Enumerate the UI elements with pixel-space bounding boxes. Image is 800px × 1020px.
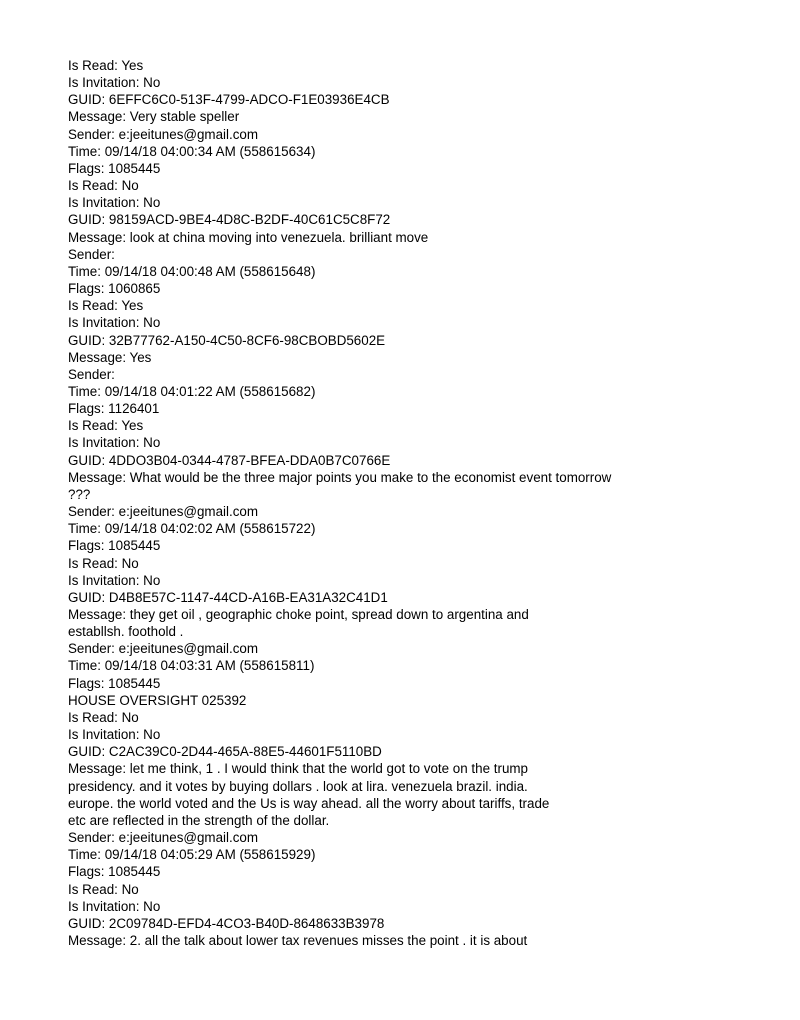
document-line: Flags: 1060865 [68, 281, 161, 297]
document-line: GUID: 2C09784D-EFD4-4CO3-B40D-8648633B3978 [68, 915, 385, 931]
document-line: Flags: 1126401 [68, 401, 160, 417]
document-line: Message: Very stable speller [68, 109, 240, 125]
document-line: Is Read: Yes [68, 418, 144, 434]
document-line: GUID: 32B77762-A150-4C50-8CF6-98CBOBD5602E [68, 332, 386, 348]
document-line: Is Read: No [68, 555, 139, 571]
document-line: Time: 09/14/18 04:02:02 AM (558615722) [68, 521, 316, 537]
document-line: Flags: 1085445 [68, 538, 161, 554]
document-line: Message: Yes [68, 349, 152, 365]
document-line: Time: 09/14/18 04:00:48 AM (558615648) [68, 263, 316, 279]
document-body [68, 57, 768, 949]
document-line: Is Invitation: No [68, 727, 161, 743]
document-line: Message: What would be the three major points you make to the economist event tomorrow [68, 469, 612, 485]
document-line: GUID: D4B8E57C-1147-44CD-A16B-EA31A32C41D1 [68, 589, 388, 605]
document-line: Is Invitation: No [68, 435, 161, 451]
document-line: HOUSE OVERSIGHT 025392 [68, 692, 247, 708]
document-line: Message: let me think, 1 . I would think that the world got to vote on the trump [68, 761, 528, 777]
document-line: Sender: e:jeeitunes@gmail.com [68, 126, 258, 142]
document-line: GUID: C2AC39C0-2D44-465A-88E5-44601F5110BD [68, 744, 382, 760]
document-line: Flags: 1085445 [68, 864, 161, 880]
document-line: GUID: 6EFFC6C0-513F-4799-ADCO-F1E03936E4CB [68, 92, 390, 108]
document-line: presidency. and it votes by buying dollars . look at lira. venezuela brazil. india. [68, 778, 528, 794]
document-line: Time: 09/14/18 04:00:34 AM (558615634) [68, 143, 316, 159]
document-line: Is Read: No [68, 178, 139, 194]
document-line: Sender: e:jeeitunes@gmail.com [68, 830, 258, 846]
document-line: Flags: 1085445 [68, 675, 161, 691]
document-line: Time: 09/14/18 04:01:22 AM (558615682) [68, 383, 316, 399]
document-line: etc are reflected in the strength of the dollar. [68, 812, 330, 828]
document-line: europe. the world voted and the Us is way ahead. all the worry about tariffs, trade [68, 795, 550, 811]
document-line: Is Read: Yes [68, 298, 144, 314]
document-line: Sender: e:jeeitunes@gmail.com [68, 641, 258, 657]
document-line: Is Read: No [68, 881, 139, 897]
document-line: Flags: 1085445 [68, 160, 161, 176]
document-line: Is Read: No [68, 709, 139, 725]
document-line: Is Invitation: No [68, 75, 161, 91]
document-line: Is Invitation: No [68, 572, 161, 588]
document-line: Time: 09/14/18 04:05:29 AM (558615929) [68, 847, 316, 863]
document-line: Sender: [68, 246, 115, 262]
document-line: Message: look at china moving into venezuela. brilliant move [68, 229, 429, 245]
document-line: GUID: 98159ACD-9BE4-4D8C-B2DF-40C61C5C8F72 [68, 212, 391, 228]
document-line: Message: they get oil , geographic choke point, spread down to argentina and [68, 607, 529, 622]
document-line: Time: 09/14/18 04:03:31 AM (558615811) [68, 658, 315, 674]
document-line: Sender: e:jeeitunes@gmail.com [68, 504, 258, 520]
document-line: Is Invitation: No [68, 315, 161, 331]
document-line: GUID: 4DDO3B04-0344-4787-BFEA-DDA0B7C0766E [68, 452, 391, 468]
document-line: establlsh. foothold . [68, 624, 184, 640]
document-line: Is Invitation: No [68, 898, 161, 914]
document-line: ??? [68, 486, 91, 502]
document-line: Message: 2. all the talk about lower tax revenues misses the point . it is about [68, 932, 528, 948]
document-line: Is Invitation: No [68, 195, 161, 211]
document-line: Sender: [68, 366, 115, 382]
document-line: Is Read: Yes [68, 58, 144, 73]
